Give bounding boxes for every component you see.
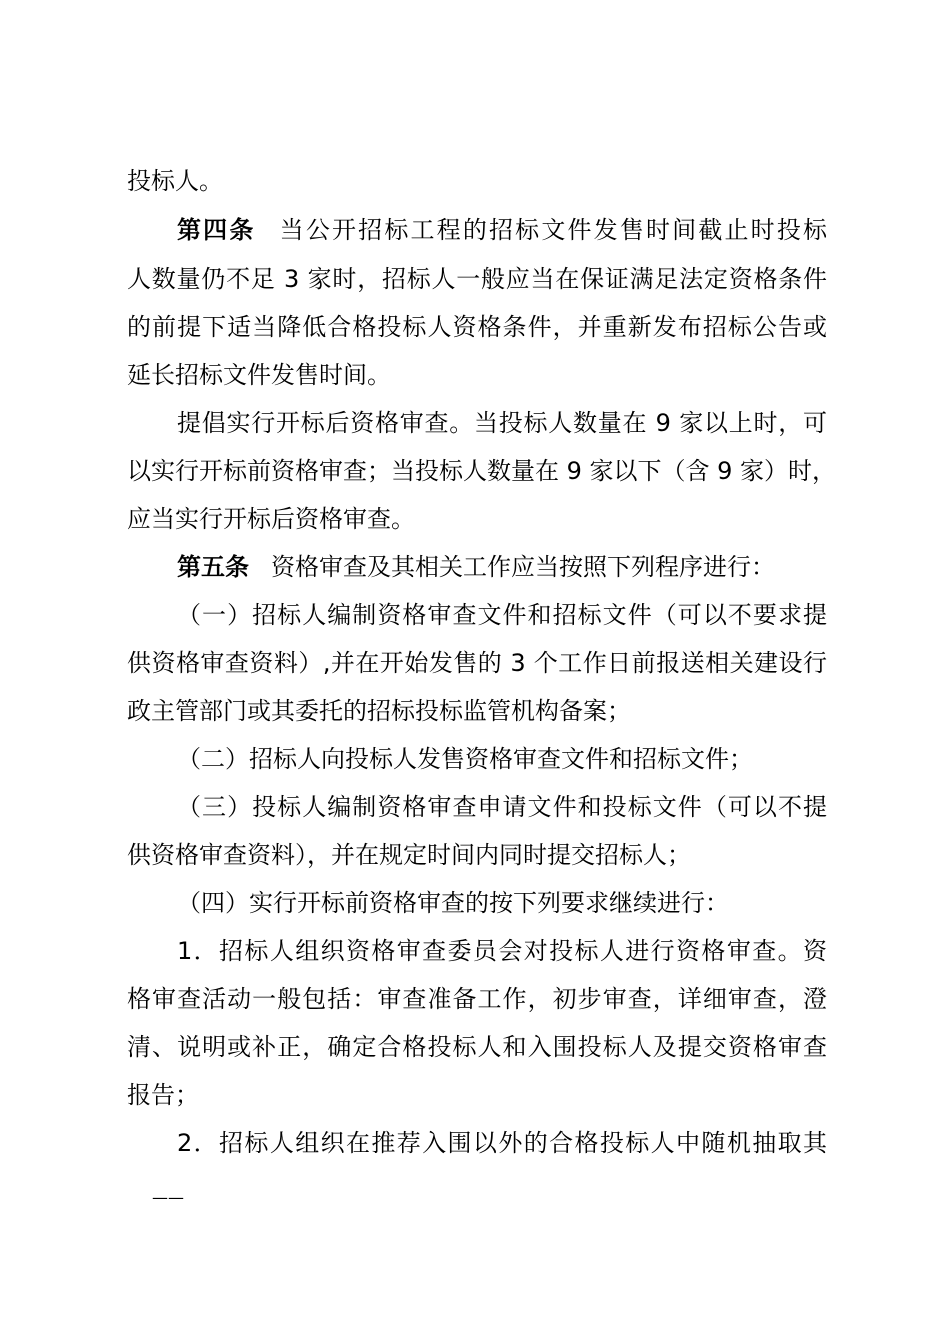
text-line: 延长招标文件发售时间。 [127, 361, 391, 389]
list-item: （四）实行开标前资格审查的按下列要求继续进行： [177, 889, 729, 917]
list-item: （一）招标人编制资格审查文件和招标文件（可以不要求提 [177, 601, 827, 629]
list-item: （三）投标人编制资格审查申请文件和投标文件（可以不提 [177, 793, 827, 821]
text-line: 供资格审查资料）,并在开始发售的 3 个工作日前报送相关建设行 [127, 649, 827, 677]
sub-list-item: 1．招标人组织资格审查委员会对投标人进行资格审查。资 [177, 937, 827, 965]
text-line: 格审查活动一般包括：审查准备工作，初步审查，详细审查，澄 [127, 985, 827, 1013]
text-line: 政主管部门或其委托的招标投标监管机构备案； [127, 697, 631, 725]
text-line: 清、说明或补正，确定合格投标人和入围投标人及提交资格审查 [127, 1033, 827, 1061]
article-heading: 第五条 [177, 553, 249, 581]
page-footer-marker: —— [152, 1188, 184, 1207]
text-line: 人数量仍不足 3 家时，招标人一般应当在保证满足法定资格条件 [127, 265, 827, 293]
text-line: 以实行开标前资格审查；当投标人数量在 9 家以下（含 9 家）时， [127, 457, 837, 485]
article-4-heading-line: 第四条 当公开招标工程的招标文件发售时间截止时投标 [177, 216, 827, 244]
list-item: （二）招标人向投标人发售资格审查文件和招标文件； [177, 745, 753, 773]
article-5-heading-line: 第五条 资格审查及其相关工作应当按照下列程序进行： [177, 553, 775, 581]
text-line: 供资格审查资料），并在规定时间内同时提交招标人； [127, 841, 691, 869]
text-line: 投标人。 [127, 167, 223, 195]
text-line: 应当实行开标后资格审查。 [127, 505, 415, 533]
text-line: 的前提下适当降低合格投标人资格条件，并重新发布招标公告或 [127, 313, 827, 341]
article-heading: 第四条 [177, 216, 256, 244]
sub-list-item: 2．招标人组织在推荐入围以外的合格投标人中随机抽取其 [177, 1129, 827, 1157]
text-line: 报告； [127, 1081, 199, 1109]
text-line: 提倡实行开标后资格审查。当投标人数量在 9 家以上时，可 [177, 409, 827, 437]
